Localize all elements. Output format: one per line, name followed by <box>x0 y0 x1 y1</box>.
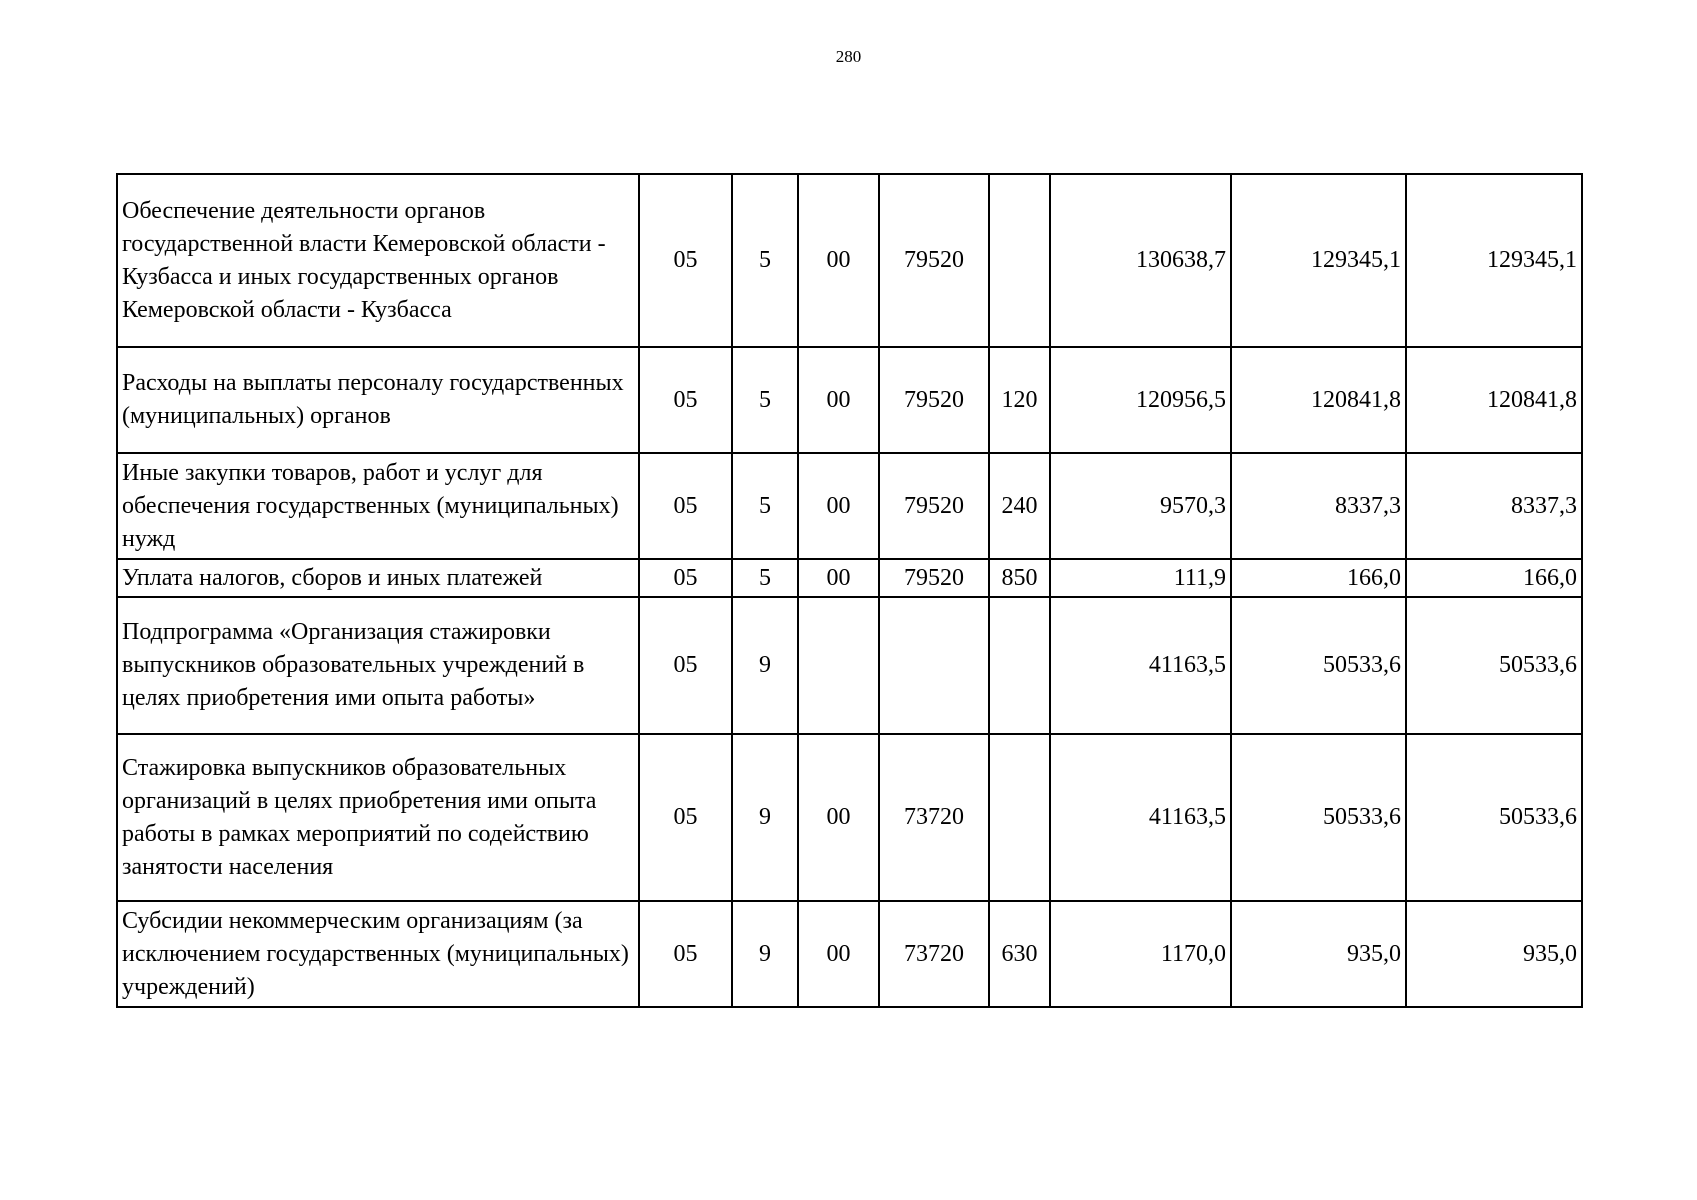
row-name-cell: Стажировка выпускников образовательных организаций в целях приобретения ими опыта работы в рамках мероприятий по содействию занятости населения <box>117 734 639 901</box>
table-row <box>117 901 1582 1007</box>
table-row <box>117 174 1582 347</box>
direction-code-cell: 73720 <box>879 734 989 901</box>
direction-code-cell: 73720 <box>879 901 989 1007</box>
amount-year-2-cell: 8337,3 <box>1231 453 1406 559</box>
amount-year-2-cell: 50533,6 <box>1231 597 1406 734</box>
amount-year-1-cell: 120956,5 <box>1050 347 1231 453</box>
table-row <box>117 597 1582 734</box>
amount-year-2-cell: 129345,1 <box>1231 174 1406 347</box>
amount-year-1-cell: 9570,3 <box>1050 453 1231 559</box>
expense-type-cell: 850 <box>989 559 1050 597</box>
amount-year-1-cell: 1170,0 <box>1050 901 1231 1007</box>
direction-code-cell: 79520 <box>879 453 989 559</box>
program-code-cell: 9 <box>732 597 798 734</box>
section-code-cell: 05 <box>639 347 732 453</box>
program-code-cell: 5 <box>732 174 798 347</box>
amount-year-2-cell: 50533,6 <box>1231 734 1406 901</box>
section-code-cell: 05 <box>639 901 732 1007</box>
table-row <box>117 734 1582 901</box>
section-code-cell: 05 <box>639 597 732 734</box>
amount-year-3-cell: 166,0 <box>1406 559 1582 597</box>
section-code-cell: 05 <box>639 453 732 559</box>
amount-year-1-cell: 130638,7 <box>1050 174 1231 347</box>
direction-code-cell: 79520 <box>879 559 989 597</box>
amount-year-3-cell: 120841,8 <box>1406 347 1582 453</box>
amount-year-2-cell: 120841,8 <box>1231 347 1406 453</box>
row-name-cell: Обеспечение деятельности органов государственной власти Кемеровской области - Кузбасса и иных государственных органов Кемеровской области - Кузбасса <box>117 174 639 347</box>
table-row <box>117 453 1582 559</box>
table-row <box>117 559 1582 597</box>
section-code-cell: 05 <box>639 174 732 347</box>
row-name-cell: Уплата налогов, сборов и иных платежей <box>117 559 639 597</box>
amount-year-1-cell: 41163,5 <box>1050 597 1231 734</box>
amount-year-3-cell: 935,0 <box>1406 901 1582 1007</box>
section-code-cell: 05 <box>639 734 732 901</box>
subprogram-code-cell: 00 <box>798 347 879 453</box>
expense-type-cell <box>989 597 1050 734</box>
row-name-cell: Субсидии некоммерческим организациям (за исключением государственных (муниципальных) учреждений) <box>117 901 639 1007</box>
expense-type-cell: 120 <box>989 347 1050 453</box>
direction-code-cell: 79520 <box>879 347 989 453</box>
expense-type-cell <box>989 734 1050 901</box>
section-code-cell: 05 <box>639 559 732 597</box>
row-name-cell: Иные закупки товаров, работ и услуг для обеспечения государственных (муниципальных) нужд <box>117 453 639 559</box>
program-code-cell: 5 <box>732 453 798 559</box>
amount-year-3-cell: 129345,1 <box>1406 174 1582 347</box>
budget-table <box>116 173 1583 1008</box>
subprogram-code-cell: 00 <box>798 559 879 597</box>
expense-type-cell <box>989 174 1050 347</box>
direction-code-cell <box>879 597 989 734</box>
subprogram-code-cell: 00 <box>798 901 879 1007</box>
subprogram-code-cell: 00 <box>798 174 879 347</box>
page-number: 280 <box>835 47 862 66</box>
program-code-cell: 5 <box>732 347 798 453</box>
table-row <box>117 347 1582 453</box>
subprogram-code-cell: 00 <box>798 453 879 559</box>
direction-code-cell: 79520 <box>879 174 989 347</box>
program-code-cell: 5 <box>732 559 798 597</box>
subprogram-code-cell <box>798 597 879 734</box>
program-code-cell: 9 <box>732 901 798 1007</box>
amount-year-1-cell: 111,9 <box>1050 559 1231 597</box>
amount-year-3-cell: 50533,6 <box>1406 597 1582 734</box>
expense-type-cell: 240 <box>989 453 1050 559</box>
program-code-cell: 9 <box>732 734 798 901</box>
row-name-cell: Подпрограмма «Организация стажировки выпускников образовательных учреждений в целях приобретения ими опыта работы» <box>117 597 639 734</box>
amount-year-3-cell: 8337,3 <box>1406 453 1582 559</box>
amount-year-1-cell: 41163,5 <box>1050 734 1231 901</box>
expense-type-cell: 630 <box>989 901 1050 1007</box>
amount-year-2-cell: 935,0 <box>1231 901 1406 1007</box>
amount-year-2-cell: 166,0 <box>1231 559 1406 597</box>
row-name-cell: Расходы на выплаты персоналу государственных (муниципальных) органов <box>117 347 639 453</box>
subprogram-code-cell: 00 <box>798 734 879 901</box>
amount-year-3-cell: 50533,6 <box>1406 734 1582 901</box>
